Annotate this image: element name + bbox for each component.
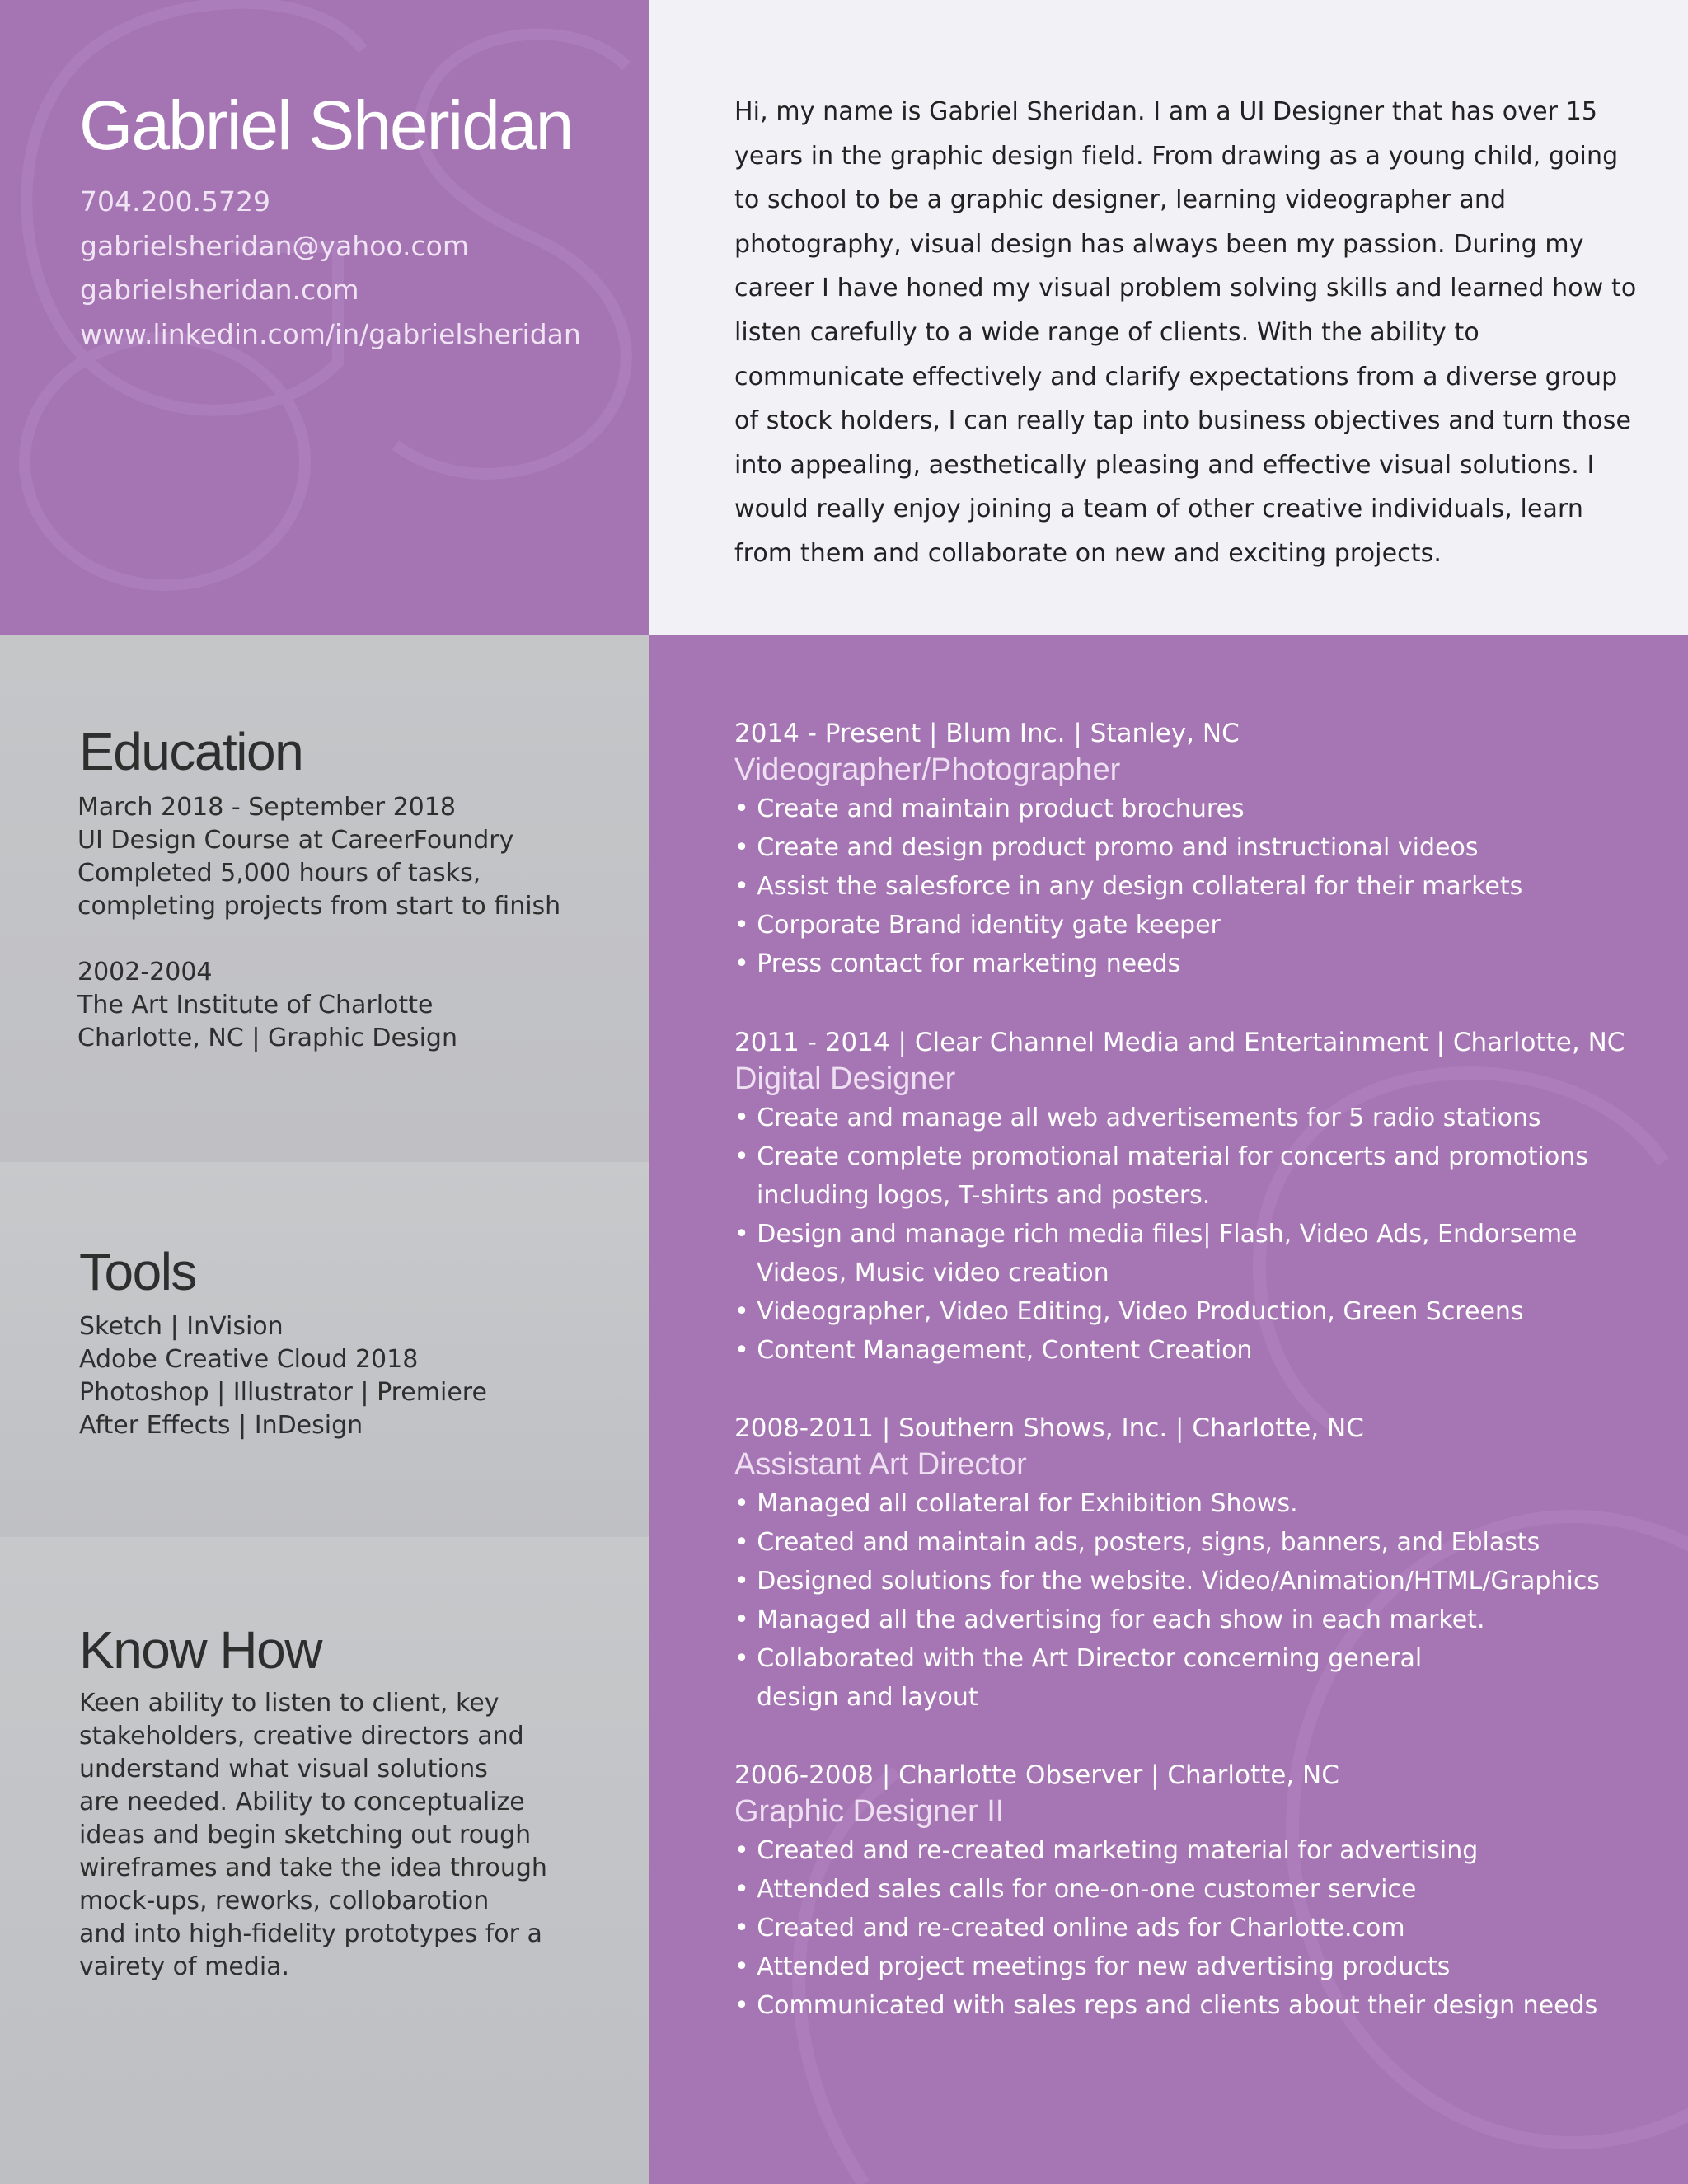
job-title: Graphic Designer II (734, 1794, 1005, 1829)
job-bullet: • Create and design product promo and instructional videos (734, 833, 1479, 862)
job-bullet: • Create complete promotional material for concerts and promotions (734, 1142, 1588, 1171)
job-bullet: • Attended project meetings for new advertising products (734, 1952, 1451, 1981)
job-bullet: • Collaborated with the Art Director concerning general (734, 1644, 1423, 1673)
experience-section (649, 635, 1688, 2184)
job-bullet: • Managed all the advertising for each show in each market. (734, 1605, 1485, 1634)
job-bullets (734, 790, 1658, 983)
tools-line: After Effects | InDesign (79, 1411, 363, 1440)
job-bullets (734, 1831, 1658, 2025)
job-bullet: • Communicated with sales reps and clients about their design needs (734, 1991, 1598, 2020)
knowhow-line: mock-ups, reworks, collobarotion (79, 1886, 490, 1915)
tools-title: Tools (79, 1242, 196, 1301)
job-title: Assistant Art Director (734, 1447, 1027, 1482)
website-link[interactable]: gabrielsheridan.com (80, 274, 359, 306)
tools-line: Photoshop | Illustrator | Premiere (79, 1378, 487, 1407)
job-bullet: • Assist the salesforce in any design collateral for their markets (734, 872, 1523, 901)
email-link[interactable]: gabrielsheridan@yahoo.com (80, 229, 469, 262)
job-meta: 2008-2011 | Southern Shows, Inc. | Charlotte, NC (734, 1413, 1364, 1443)
job-bullet: • Design and manage rich media files| Flash, Video Ads, Endorseme (734, 1220, 1578, 1249)
job-entry (734, 1026, 1658, 1370)
tools-list (79, 1310, 487, 1442)
knowhow-line: wireframes and take the idea through (79, 1854, 547, 1882)
tools-line: Adobe Creative Cloud 2018 (79, 1345, 419, 1374)
education-line: Charlotte, NC | Graphic Design (77, 1024, 457, 1052)
job-bullet: • Created and re-created marketing material for advertising (734, 1836, 1479, 1865)
knowhow-title: Know How (79, 1620, 321, 1680)
knowhow-section (0, 1537, 649, 2184)
job-meta: 2006-2008 | Charlotte Observer | Charlotte, NC (734, 1760, 1339, 1790)
linkedin-link[interactable]: www.linkedin.com/in/gabrielsheridan (80, 317, 581, 350)
job-bullets (734, 1484, 1658, 1717)
job-entry (734, 717, 1658, 983)
job-bullet-continuation (734, 1254, 1658, 1292)
knowhow-line: are needed. Ability to conceptualize (79, 1788, 525, 1816)
tools-line: Sketch | InVision (79, 1312, 284, 1341)
job-bullet-continuation-text: Videos, Music video creation (757, 1258, 1109, 1287)
job-meta: 2014 - Present | Blum Inc. | Stanley, NC (734, 719, 1240, 748)
header-panel (0, 0, 649, 635)
job-bullet: • Attended sales calls for one-on-one customer service (734, 1875, 1417, 1904)
job-bullet: • Designed solutions for the website. Video/Animation/HTML/Graphics (734, 1567, 1600, 1596)
education-spacer (77, 923, 560, 956)
knowhow-line: and into high-fidelity prototypes for a (79, 1919, 542, 1948)
knowhow-line: vairety of media. (79, 1952, 290, 1981)
job-entry (734, 1412, 1658, 1717)
education-line: The Art Institute of Charlotte (77, 991, 434, 1019)
knowhow-line: stakeholders, creative directors and (79, 1722, 524, 1750)
knowhow-line: ideas and begin sketching out rough (79, 1821, 532, 1849)
job-bullet: • Corporate Brand identity gate keeper (734, 911, 1221, 940)
job-meta: 2011 - 2014 | Clear Channel Media and Entertainment | Charlotte, NC (734, 1028, 1625, 1057)
job-bullet: • Create and maintain product brochures (734, 794, 1245, 823)
education-line: UI Design Course at CareerFoundry (77, 826, 514, 855)
education-section (0, 635, 649, 1162)
tools-section (0, 1162, 649, 1537)
candidate-name: Gabriel Sheridan (79, 87, 573, 164)
job-bullet: • Created and maintain ads, posters, signs, banners, and Eblasts (734, 1528, 1540, 1557)
phone-number[interactable]: 704.200.5729 (80, 185, 270, 218)
education-list (77, 791, 560, 1055)
education-line: completing projects from start to finish (77, 892, 561, 921)
job-bullet: • Content Management, Content Creation (734, 1336, 1253, 1365)
job-bullet: • Videographer, Video Editing, Video Production, Green Screens (734, 1297, 1524, 1326)
knowhow-text (79, 1687, 547, 1984)
knowhow-line: understand what visual solutions (79, 1755, 488, 1783)
job-bullet-continuation-text: including logos, T-shirts and posters. (757, 1181, 1211, 1210)
intro-panel (649, 0, 1688, 635)
job-entry (734, 1759, 1658, 2025)
intro-text: Hi, my name is Gabriel Sheridan. I am a UI Designer that has over 15 years in the graphic design field. From drawing as a young child, going to school to be a graphic designer, learning videographer and photography, visual design has always been my passion. During my career I have honed my visual problem solving skills and learned how to listen carefully to a wide range of clients. With the ability to communicate effectively and clarify expectations from a diverse group of stock holders, I can really tap into business objectives and turn those into appealing, aesthetically pleasing and effective visual solutions. I would really enjoy joining a team of other creative individuals, learn from them and collaborate on new and exciting projects. (734, 97, 1637, 568)
education-title: Education (79, 722, 303, 781)
job-bullet-continuation (734, 1176, 1658, 1215)
education-line: Completed 5,000 hours of tasks, (77, 859, 481, 888)
job-title: Videographer/Photographer (734, 752, 1121, 787)
job-title: Digital Designer (734, 1062, 956, 1096)
education-line: March 2018 - September 2018 (77, 793, 456, 822)
job-bullet: • Create and manage all web advertisements for 5 radio stations (734, 1104, 1541, 1132)
job-bullets (734, 1099, 1658, 1370)
knowhow-line: Keen ability to listen to client, key (79, 1689, 499, 1718)
job-bullet-continuation-text: design and layout (757, 1683, 978, 1712)
job-bullet: • Press contact for marketing needs (734, 949, 1181, 978)
job-bullet: • Managed all collateral for Exhibition Shows. (734, 1489, 1298, 1518)
job-bullet-continuation (734, 1678, 1658, 1717)
education-line: 2002-2004 (77, 958, 213, 987)
contact-list (80, 180, 581, 356)
job-bullet: • Created and re-created online ads for Charlotte.com (734, 1914, 1405, 1943)
